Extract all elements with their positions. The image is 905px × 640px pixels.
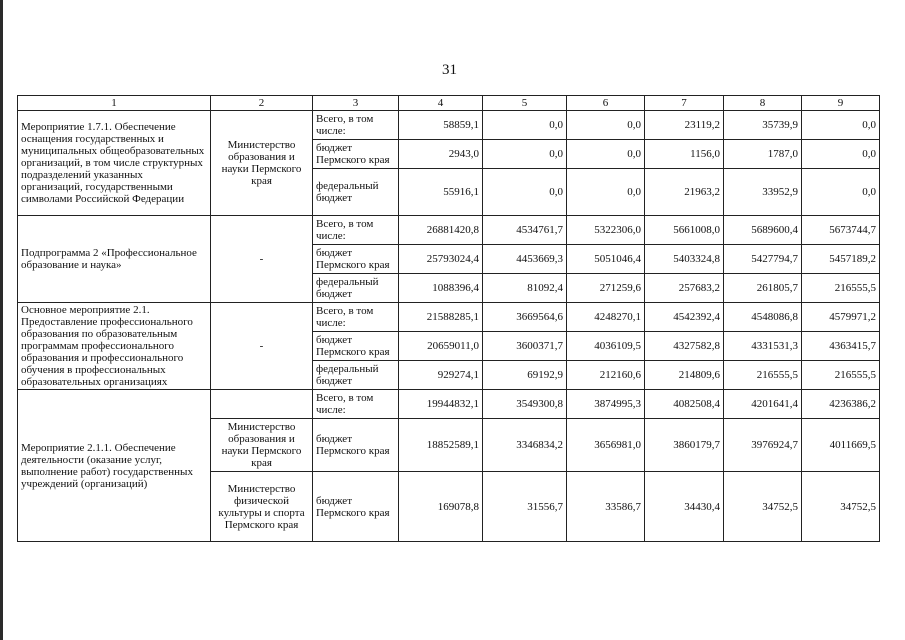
value-cell: 2943,0 <box>399 140 483 169</box>
value-cell: 4201641,4 <box>724 390 802 419</box>
value-cell: 58859,1 <box>399 111 483 140</box>
value-cell: 0,0 <box>802 111 880 140</box>
value-cell: 3549300,8 <box>483 390 567 419</box>
value-cell: 34752,5 <box>802 472 880 542</box>
activity-name: Мероприятие 1.7.1. Обеспечение оснащения государственных и муниципальных общеобразовательных организаций, в том числе структурных подразделений указанных организаций, государственными символами Российской Федерации <box>18 111 211 216</box>
header-cell: 6 <box>567 96 645 111</box>
value-cell: 169078,8 <box>399 472 483 542</box>
funding-source: Всего, в том числе: <box>313 390 399 419</box>
value-cell: 5322306,0 <box>567 216 645 245</box>
value-cell: 3976924,7 <box>724 419 802 472</box>
table-row <box>18 111 880 140</box>
value-cell: 0,0 <box>567 111 645 140</box>
value-cell: 25793024,4 <box>399 245 483 274</box>
value-cell: 4542392,4 <box>645 303 724 332</box>
funding-source: федеральный бюджет <box>313 169 399 216</box>
executor-cell: - <box>211 303 313 390</box>
executor-cell: Министерство физической культуры и спорта Пермского края <box>211 472 313 542</box>
value-cell: 69192,9 <box>483 361 567 390</box>
executor-cell: - <box>211 216 313 303</box>
activity-name: Подпрограмма 2 «Профессиональное образование и наука» <box>18 216 211 303</box>
value-cell: 34430,4 <box>645 472 724 542</box>
table-row <box>18 216 880 245</box>
value-cell: 5457189,2 <box>802 245 880 274</box>
value-cell: 5427794,7 <box>724 245 802 274</box>
value-cell: 0,0 <box>567 140 645 169</box>
funding-source: бюджет Пермского края <box>313 332 399 361</box>
funding-source: Всего, в том числе: <box>313 303 399 332</box>
value-cell: 4036109,5 <box>567 332 645 361</box>
value-cell: 261805,7 <box>724 274 802 303</box>
funding-source: федеральный бюджет <box>313 274 399 303</box>
value-cell: 3860179,7 <box>645 419 724 472</box>
value-cell: 21588285,1 <box>399 303 483 332</box>
value-cell: 216555,5 <box>802 274 880 303</box>
header-cell: 8 <box>724 96 802 111</box>
value-cell: 3346834,2 <box>483 419 567 472</box>
activity-name: Основное мероприятие 2.1. Предоставление профессионального образования по образовательным программам профессионального образования и профессионального обучения в профессиональных образовательных организациях <box>18 303 211 390</box>
value-cell: 4248270,1 <box>567 303 645 332</box>
value-cell: 0,0 <box>483 169 567 216</box>
value-cell: 31556,7 <box>483 472 567 542</box>
funding-source: Всего, в том числе: <box>313 111 399 140</box>
value-cell: 1156,0 <box>645 140 724 169</box>
value-cell: 257683,2 <box>645 274 724 303</box>
table-row <box>18 303 880 332</box>
value-cell: 4331531,3 <box>724 332 802 361</box>
value-cell: 5689600,4 <box>724 216 802 245</box>
value-cell: 929274,1 <box>399 361 483 390</box>
value-cell: 4579971,2 <box>802 303 880 332</box>
page-number: 31 <box>442 62 457 78</box>
value-cell: 5661008,0 <box>645 216 724 245</box>
header-cell: 7 <box>645 96 724 111</box>
value-cell: 21963,2 <box>645 169 724 216</box>
value-cell: 271259,6 <box>567 274 645 303</box>
value-cell: 0,0 <box>567 169 645 216</box>
header-cell: 9 <box>802 96 880 111</box>
funding-source: бюджет Пермского края <box>313 472 399 542</box>
value-cell: 4327582,8 <box>645 332 724 361</box>
value-cell: 4011669,5 <box>802 419 880 472</box>
executor-cell: Министерство образования и науки Пермского края <box>211 111 313 216</box>
value-cell: 0,0 <box>483 111 567 140</box>
value-cell: 55916,1 <box>399 169 483 216</box>
value-cell: 18852589,1 <box>399 419 483 472</box>
table-row <box>18 390 880 419</box>
value-cell: 19944832,1 <box>399 390 483 419</box>
value-cell: 3874995,3 <box>567 390 645 419</box>
value-cell: 4534761,7 <box>483 216 567 245</box>
value-cell: 1787,0 <box>724 140 802 169</box>
header-row <box>18 96 880 111</box>
value-cell: 3600371,7 <box>483 332 567 361</box>
value-cell: 4548086,8 <box>724 303 802 332</box>
value-cell: 34752,5 <box>724 472 802 542</box>
funding-source: Всего, в том числе: <box>313 216 399 245</box>
value-cell: 4082508,4 <box>645 390 724 419</box>
value-cell: 26881420,8 <box>399 216 483 245</box>
value-cell: 0,0 <box>483 140 567 169</box>
funding-source: бюджет Пермского края <box>313 245 399 274</box>
value-cell: 216555,5 <box>724 361 802 390</box>
value-cell: 20659011,0 <box>399 332 483 361</box>
header-cell: 2 <box>211 96 313 111</box>
value-cell: 4363415,7 <box>802 332 880 361</box>
value-cell: 4453669,3 <box>483 245 567 274</box>
funding-source: бюджет Пермского края <box>313 140 399 169</box>
value-cell: 35739,9 <box>724 111 802 140</box>
scan-edge <box>0 0 3 640</box>
value-cell: 0,0 <box>802 169 880 216</box>
value-cell: 23119,2 <box>645 111 724 140</box>
value-cell: 81092,4 <box>483 274 567 303</box>
value-cell: 214809,6 <box>645 361 724 390</box>
value-cell: 5051046,4 <box>567 245 645 274</box>
executor-cell: Министерство образования и науки Пермского края <box>211 419 313 472</box>
value-cell: 5403324,8 <box>645 245 724 274</box>
executor-cell <box>211 390 313 419</box>
value-cell: 4236386,2 <box>802 390 880 419</box>
funding-source: федеральный бюджет <box>313 361 399 390</box>
value-cell: 3669564,6 <box>483 303 567 332</box>
header-cell: 1 <box>18 96 211 111</box>
value-cell: 33586,7 <box>567 472 645 542</box>
funding-source: бюджет Пермского края <box>313 419 399 472</box>
value-cell: 3656981,0 <box>567 419 645 472</box>
header-cell: 3 <box>313 96 399 111</box>
value-cell: 0,0 <box>802 140 880 169</box>
value-cell: 33952,9 <box>724 169 802 216</box>
header-cell: 5 <box>483 96 567 111</box>
value-cell: 5673744,7 <box>802 216 880 245</box>
value-cell: 216555,5 <box>802 361 880 390</box>
value-cell: 1088396,4 <box>399 274 483 303</box>
header-cell: 4 <box>399 96 483 111</box>
budget-table <box>17 95 880 542</box>
value-cell: 212160,6 <box>567 361 645 390</box>
activity-name: Мероприятие 2.1.1. Обеспечение деятельности (оказание услуг, выполнение работ) государственных учреждений (организаций) <box>18 390 211 542</box>
